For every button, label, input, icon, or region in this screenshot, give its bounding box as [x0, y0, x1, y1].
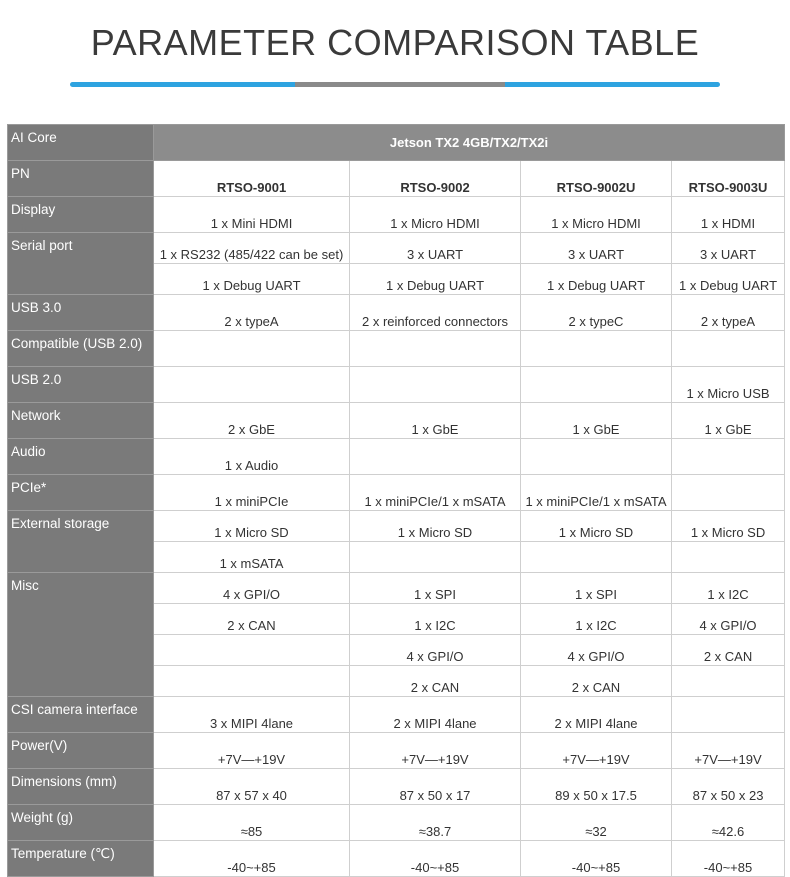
table-cell: -40~+85	[350, 841, 521, 877]
table-cell	[672, 542, 785, 573]
parameter-comparison-table	[7, 124, 785, 877]
table-row-csi	[8, 697, 785, 733]
table-row-weight	[8, 805, 785, 841]
table-cell: 1 x Micro SD	[350, 511, 521, 542]
table-cell: 1 x I2C	[672, 573, 785, 604]
table-cell: 4 x GPI/O	[521, 635, 672, 666]
table-row-temperature	[8, 841, 785, 877]
row-label-audio: Audio	[8, 439, 154, 475]
table-cell: 1 x GbE	[672, 403, 785, 439]
table-cell	[672, 697, 785, 733]
table-cell	[521, 439, 672, 475]
table-cell: 1 x miniPCIe	[154, 475, 350, 511]
row-label-external-storage: External storage	[8, 511, 154, 573]
table-cell: 1 x Micro HDMI	[521, 197, 672, 233]
table-cell: 1 x SPI	[521, 573, 672, 604]
underline-right-segment	[505, 82, 720, 87]
table-cell: 1 x RS232 (485/422 can be set)	[154, 233, 350, 264]
underline-middle-segment	[295, 82, 505, 87]
table-cell: ≈42.6	[672, 805, 785, 841]
table-cell: 1 x Audio	[154, 439, 350, 475]
table-cell: 87 x 57 x 40	[154, 769, 350, 805]
row-label-usb30: USB 3.0	[8, 295, 154, 331]
row-label-network: Network	[8, 403, 154, 439]
table-cell: +7V—+19V	[350, 733, 521, 769]
row-label-misc: Misc	[8, 573, 154, 697]
table-cell: 3 x UART	[350, 233, 521, 264]
table-cell: 3 x UART	[672, 233, 785, 264]
table-cell	[154, 666, 350, 697]
table-cell	[672, 475, 785, 511]
row-label-pn: PN	[8, 161, 154, 197]
table-cell: 2 x CAN	[672, 635, 785, 666]
table-cell	[672, 666, 785, 697]
table-cell: 1 x I2C	[350, 604, 521, 635]
table-row-ai-core	[8, 125, 785, 161]
table-row-dimensions	[8, 769, 785, 805]
table-row-power	[8, 733, 785, 769]
table-cell: 1 x Micro USB	[672, 367, 785, 403]
table-cell	[672, 331, 785, 367]
row-label-power: Power(V)	[8, 733, 154, 769]
table-cell: 2 x MIPI 4lane	[521, 697, 672, 733]
table-cell: ≈38.7	[350, 805, 521, 841]
table-cell: +7V—+19V	[521, 733, 672, 769]
row-label-pcie: PCIe*	[8, 475, 154, 511]
table-cell: 1 x HDMI	[672, 197, 785, 233]
table-cell: 1 x Debug UART	[521, 264, 672, 295]
table-cell: 1 x Mini HDMI	[154, 197, 350, 233]
table-cell	[350, 542, 521, 573]
model-header: RTSO-9001	[154, 161, 350, 197]
row-label-serial: Serial port	[8, 233, 154, 295]
table-cell: 1 x Micro HDMI	[350, 197, 521, 233]
table-cell: 87 x 50 x 23	[672, 769, 785, 805]
model-header: RTSO-9002U	[521, 161, 672, 197]
table-row-usb20	[8, 367, 785, 403]
table-cell: 2 x CAN	[350, 666, 521, 697]
table-cell: 2 x CAN	[521, 666, 672, 697]
table-row-display	[8, 197, 785, 233]
row-label-display: Display	[8, 197, 154, 233]
table-cell	[154, 331, 350, 367]
table-row-serial	[8, 233, 785, 264]
table-cell: 89 x 50 x 17.5	[521, 769, 672, 805]
table-cell	[350, 367, 521, 403]
table-cell: ≈85	[154, 805, 350, 841]
table-cell: -40~+85	[672, 841, 785, 877]
table-cell: 1 x miniPCIe/1 x mSATA	[350, 475, 521, 511]
title-underline	[70, 82, 720, 87]
table-cell: 1 x Micro SD	[521, 511, 672, 542]
model-header: RTSO-9003U	[672, 161, 785, 197]
table-cell: 2 x CAN	[154, 604, 350, 635]
table-cell: 1 x I2C	[521, 604, 672, 635]
table-row-usb30	[8, 295, 785, 331]
model-header: RTSO-9002	[350, 161, 521, 197]
table-row-misc	[8, 573, 785, 604]
table-cell: 1 x miniPCIe/1 x mSATA	[521, 475, 672, 511]
table-row-pn	[8, 161, 785, 197]
table-row-network	[8, 403, 785, 439]
table-cell: 1 x Micro SD	[154, 511, 350, 542]
table-cell: 3 x MIPI 4lane	[154, 697, 350, 733]
table-cell: 1 x Micro SD	[672, 511, 785, 542]
table-cell: 4 x GPI/O	[350, 635, 521, 666]
table-cell: 2 x reinforced connectors	[350, 295, 521, 331]
table-cell: -40~+85	[154, 841, 350, 877]
table-cell	[672, 439, 785, 475]
table-cell	[154, 635, 350, 666]
table-row-audio	[8, 439, 785, 475]
table-cell: ≈32	[521, 805, 672, 841]
table-cell: +7V—+19V	[672, 733, 785, 769]
table-cell: 2 x GbE	[154, 403, 350, 439]
table-cell: 1 x Debug UART	[672, 264, 785, 295]
table-cell: 1 x Debug UART	[154, 264, 350, 295]
table-cell: -40~+85	[521, 841, 672, 877]
table-row-pcie	[8, 475, 785, 511]
table-cell: 1 x GbE	[521, 403, 672, 439]
table-cell	[521, 331, 672, 367]
table-cell	[350, 439, 521, 475]
table-row-storage	[8, 511, 785, 542]
table-cell	[350, 331, 521, 367]
underline-left-segment	[70, 82, 295, 87]
table-cell	[521, 367, 672, 403]
table-cell: 2 x MIPI 4lane	[350, 697, 521, 733]
table-cell	[154, 367, 350, 403]
row-label-compat: Compatible (USB 2.0)	[8, 331, 154, 367]
table-cell	[521, 542, 672, 573]
table-row-compat	[8, 331, 785, 367]
row-label-csi: CSI camera interface	[8, 697, 154, 733]
row-label-usb20: USB 2.0	[8, 367, 154, 403]
row-label-weight: Weight (g)	[8, 805, 154, 841]
row-label-temperature: Temperature (℃)	[8, 841, 154, 877]
table-cell: 4 x GPI/O	[672, 604, 785, 635]
table-cell: 4 x GPI/O	[154, 573, 350, 604]
row-label-ai-core: AI Core	[8, 125, 154, 161]
table-cell: 1 x SPI	[350, 573, 521, 604]
table-cell: 1 x mSATA	[154, 542, 350, 573]
page-title: PARAMETER COMPARISON TABLE	[90, 22, 700, 63]
table-cell: 1 x GbE	[350, 403, 521, 439]
table-cell: 3 x UART	[521, 233, 672, 264]
table-cell: 1 x Debug UART	[350, 264, 521, 295]
row-label-dimensions: Dimensions (mm)	[8, 769, 154, 805]
ai-core-value: Jetson TX2 4GB/TX2/TX2i	[154, 125, 785, 161]
table-cell: 2 x typeA	[672, 295, 785, 331]
table-cell: 2 x typeA	[154, 295, 350, 331]
table-cell: +7V—+19V	[154, 733, 350, 769]
table-cell: 87 x 50 x 17	[350, 769, 521, 805]
table-cell: 2 x typeC	[521, 295, 672, 331]
